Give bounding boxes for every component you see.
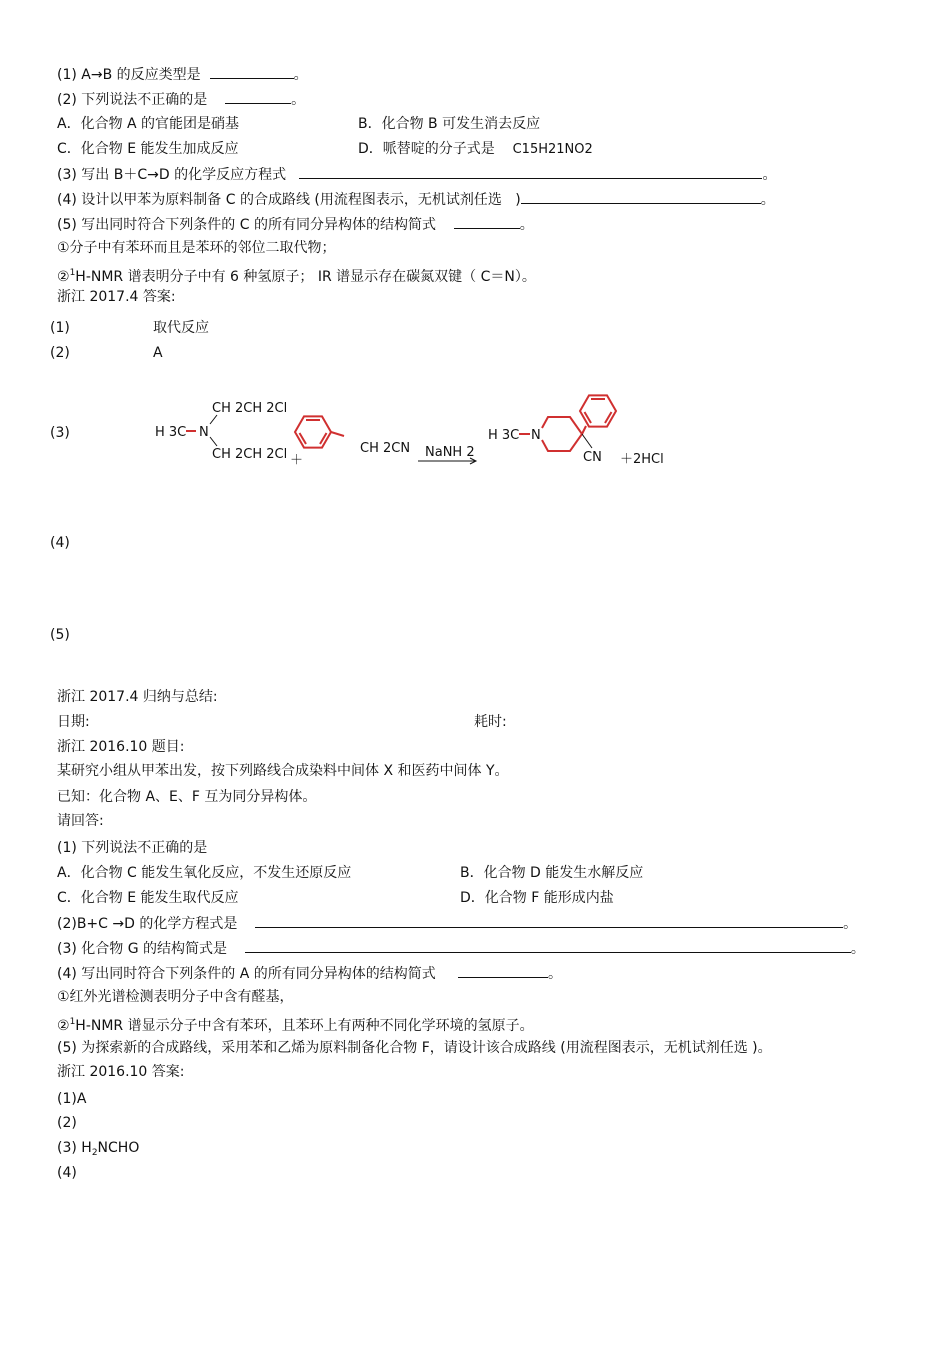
answer-blank <box>521 190 761 204</box>
period: 。 <box>293 67 308 83</box>
option-a: A．化合物 A 的官能团是硝基 <box>57 116 240 132</box>
answer-prompt: 请回答: <box>57 813 104 829</box>
bond-line <box>210 437 217 446</box>
answer-2-value: A <box>153 345 163 361</box>
reagent-label: NaNH 2 <box>425 445 475 460</box>
reactant-1-nitrogen: N <box>199 425 209 440</box>
reactant-1-bottom-chain: CH 2CH 2Cl <box>212 447 288 462</box>
period: 。 <box>762 167 777 183</box>
answer-title-2017: 浙江 2017.4 答案: <box>57 289 176 305</box>
reaction-scheme <box>150 392 690 482</box>
answer-title-2016: 浙江 2016.10 答案: <box>57 1064 185 1080</box>
answer-blank <box>299 165 762 179</box>
close-paren: ) <box>515 192 521 208</box>
condition-1: ①红外光谱检测表明分子中含有醛基， <box>57 989 294 1005</box>
period: 。 <box>291 92 306 108</box>
condition-1: ①分子中有苯环而且是苯环的邻位二取代物； <box>57 240 336 256</box>
answer-4-number: (4) <box>50 535 70 551</box>
bond-line <box>331 432 344 436</box>
question-text: (2)B+C →D 的化学方程式是 <box>57 916 238 932</box>
condition-2 <box>57 264 536 286</box>
question-text: (1) A→B 的反应类型是 <box>57 67 201 83</box>
condition-2 <box>57 1013 534 1035</box>
option-d <box>358 140 593 159</box>
answer-blank <box>454 215 520 229</box>
subscript: 2 <box>91 1148 98 1158</box>
question-text: (2) 下列说法不正确的是 <box>57 92 208 108</box>
piperidine-ring <box>542 417 582 451</box>
answer-blank <box>255 914 843 928</box>
product-cyano: CN <box>583 450 602 465</box>
bond-line <box>582 434 592 448</box>
question-2 <box>57 914 857 933</box>
period: 。 <box>548 966 563 982</box>
answer-blank <box>245 939 851 953</box>
answer-1-number: (1) <box>50 320 70 336</box>
question-text: (3) 化合物 G 的结构简式是 <box>57 941 228 957</box>
question-5 <box>57 215 534 234</box>
question-text: (5) 写出同时符合下列条件的 C 的所有同分异构体的结构简式 <box>57 217 436 233</box>
option-c: C．化合物 E 能发生取代反应 <box>57 890 239 906</box>
phenyl-ring <box>580 395 616 426</box>
plus-sign: ＋ <box>290 453 304 468</box>
answer-text: NCHO <box>97 1140 140 1156</box>
condition-text: H-NMR 谱表明分子中有 6 种氢原子； IR 谱显示存在碳氮双键（ C＝N）。 <box>75 269 536 285</box>
option-d: D．化合物 F 能形成内盐 <box>460 890 614 906</box>
answer-1: (1)A <box>57 1091 87 1107</box>
answer-5-number: (5) <box>50 627 70 643</box>
molecular-formula: C15H21NO2 <box>512 142 593 157</box>
question-3 <box>57 165 776 184</box>
answer-4: (4) <box>57 1165 77 1181</box>
question-text: (4) 设计以甲苯为原料制备 C 的合成路线 (用流程图表示，无机试剂任选 <box>57 192 502 208</box>
answer-blank <box>210 65 294 79</box>
time-spent-label: 耗时: <box>474 714 507 730</box>
question-1 <box>57 65 308 84</box>
question-text: (4) 写出同时符合下列条件的 A 的所有同分异构体的结构简式 <box>57 966 436 982</box>
option-a: A．化合物 C 能发生氧化反应，不发生还原反应 <box>57 865 352 881</box>
product-methyl: H 3C <box>488 428 520 443</box>
period: 。 <box>850 941 865 957</box>
question-4 <box>57 964 562 983</box>
circled-number: ② <box>57 1018 70 1034</box>
reactant-2-group: CH 2CN <box>360 441 411 456</box>
reactant-1-methyl: H 3C <box>155 425 187 440</box>
period: 。 <box>760 192 775 208</box>
option-b: B．化合物 B 可发生消去反应 <box>358 116 541 132</box>
known-condition: 已知：化合物 A、E、F 互为同分异构体。 <box>57 789 317 805</box>
answer-2-number: (2) <box>50 345 70 361</box>
answer-2: (2) <box>57 1115 77 1131</box>
answer-text: (3) H <box>57 1140 92 1156</box>
question-5: (5) 为探索新的合成路线，采用苯和乙烯为原料制备化合物 F，请设计该合成路线 (用流程图表示，无机试剂任选 )。 <box>57 1040 772 1056</box>
answer-blank <box>458 964 548 978</box>
answer-3-number: (3) <box>50 425 70 441</box>
question-set-title: 浙江 2016.10 题目: <box>57 739 185 755</box>
superscript: 1 <box>69 268 76 278</box>
byproduct: ＋2HCl <box>620 452 664 467</box>
bond-line <box>210 415 217 424</box>
answer-1-value: 取代反应 <box>153 320 209 336</box>
question-1: (1) 下列说法不正确的是 <box>57 840 208 856</box>
question-4 <box>57 190 775 209</box>
superscript: 1 <box>69 1017 76 1027</box>
option-b: B．化合物 D 能发生水解反应 <box>460 865 644 881</box>
option-c: C．化合物 E 能发生加成反应 <box>57 141 239 157</box>
product-nitrogen: N <box>531 428 541 443</box>
circled-number: ② <box>57 269 70 285</box>
question-2 <box>57 90 305 109</box>
question-text: (3) 写出 B＋C→D 的化学反应方程式 <box>57 167 287 183</box>
reactant-1-top-chain: CH 2CH 2Cl <box>212 401 288 416</box>
period: 。 <box>843 916 858 932</box>
condition-text: H-NMR 谱显示分子中含有苯环，且苯环上有两种不同化学环境的氢原子。 <box>75 1018 534 1034</box>
period: 。 <box>519 217 534 233</box>
date-label: 日期: <box>57 714 90 730</box>
question-3 <box>57 939 865 958</box>
problem-intro: 某研究小组从甲苯出发，按下列路线合成染料中间体 X 和医药中间体 Y。 <box>57 763 509 779</box>
answer-3 <box>57 1139 139 1162</box>
benzene-ring <box>295 416 331 447</box>
summary-heading: 浙江 2017.4 归纳与总结: <box>57 689 218 705</box>
option-text: D．哌替啶的分子式是 <box>358 141 495 157</box>
bond-line <box>582 426 586 434</box>
answer-blank <box>225 90 291 104</box>
